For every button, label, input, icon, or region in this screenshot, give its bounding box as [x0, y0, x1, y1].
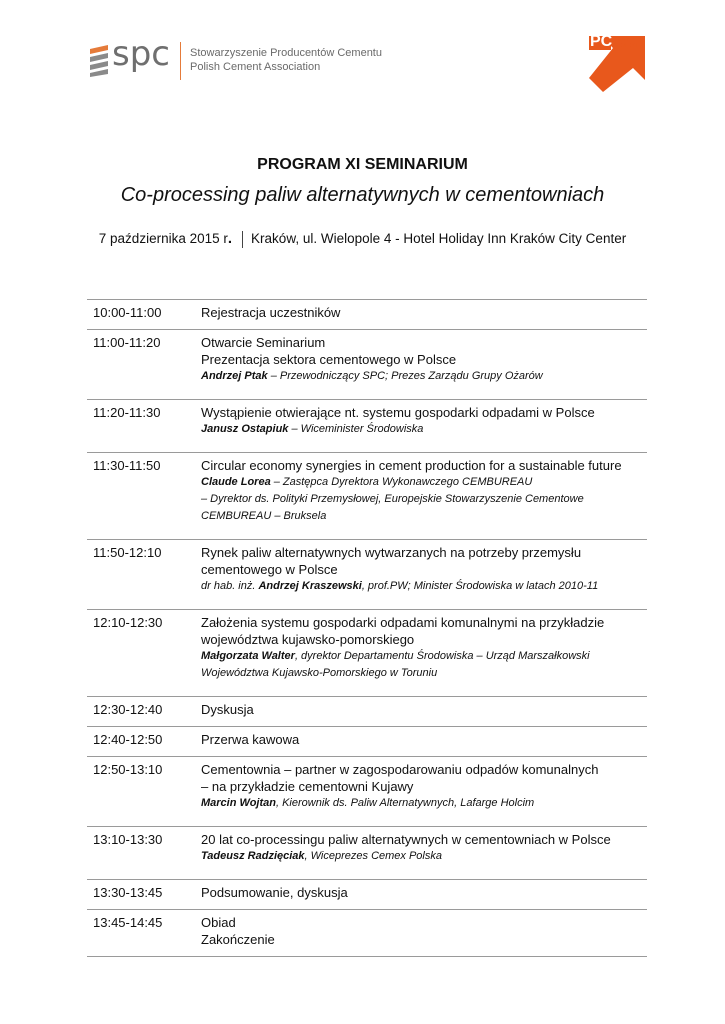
schedule-row [87, 610, 647, 697]
schedule-time: 12:40-12:50 [93, 732, 163, 747]
session-title-line: Wystąpienie otwierające nt. systemu gospodarki odpadami w Polsce [201, 405, 595, 420]
session-title-line: Rejestracja uczestników [201, 305, 341, 320]
date-location-line [0, 230, 725, 248]
association-name [190, 46, 382, 74]
schedule-time: 10:00-11:00 [93, 305, 162, 320]
association-name-pl: Stowarzyszenie Producentów Cementu [190, 47, 382, 59]
association-name-en: Polish Cement Association [190, 61, 321, 73]
spc-stacked-mark-icon [88, 43, 110, 77]
schedule-row [87, 540, 647, 610]
speaker-line: Województwa Kujawsko-Pomorskiego w Toruniu [201, 667, 438, 679]
schedule-row [87, 300, 647, 330]
page-subtitle: Co-processing paliw alternatywnych w cementowniach [120, 184, 605, 206]
speaker-line: Małgorzata Walter, dyrektor Departamentu Środowiska – Urząd Marszałkowski [201, 650, 590, 662]
schedule-content [201, 613, 647, 682]
pc-badge-line1: PEWNY [613, 37, 636, 43]
schedule-content [201, 760, 647, 812]
session-title-line: Cementownia – partner w zagospodarowaniu odpadów komunalnych [201, 762, 599, 777]
schedule-time: 13:45-14:45 [93, 915, 163, 930]
session-title-line: Rynek paliw alternatywnych wytwarzanych na potrzeby przemysłu [201, 545, 582, 560]
schedule-time: 12:10-12:30 [93, 615, 163, 630]
session-title-line: Dyskusja [201, 702, 254, 717]
speaker-line: Tadeusz Radzięciak, Wiceprezes Cemex Polska [201, 850, 442, 862]
speaker-name: Marcin Wojtan [201, 797, 276, 809]
schedule-time: 13:10-13:30 [93, 832, 163, 847]
schedule-row [87, 910, 647, 957]
schedule-time: 11:50-12:10 [93, 545, 162, 560]
speaker-name: Janusz Ostapiuk [201, 423, 289, 435]
speaker-name: Andrzej Ptak [201, 370, 268, 382]
session-title-line: – na przykładzie cementowni Kujawy [201, 779, 414, 794]
schedule-row [87, 453, 647, 540]
speaker-line: Andrzej Ptak – Przewodniczący SPC; Prezes Zarządu Grupy Ożarów [201, 370, 543, 382]
schedule-content [201, 333, 647, 385]
schedule-time: 11:30-11:50 [93, 458, 161, 473]
session-title-line: cementowego w Polsce [201, 562, 338, 577]
session-title-line: 20 lat co-processingu paliw alternatywnych w cementowniach w Polsce [201, 832, 611, 847]
pc-badge-text [613, 37, 638, 49]
logo-divider [180, 42, 181, 80]
schedule-time: 13:30-13:45 [93, 885, 163, 900]
session-title-line: województwa kujawsko-pomorskiego [201, 632, 415, 647]
speaker-name: Andrzej Kraszewski [258, 580, 362, 592]
page-title: PROGRAM XI SEMINARIUM [257, 156, 468, 173]
date-dot: . [227, 230, 233, 247]
session-title-line: Podsumowanie, dyskusja [201, 885, 348, 900]
schedule-table [87, 299, 647, 957]
pc-badge-letters: PC [590, 33, 613, 50]
schedule-content [201, 730, 647, 748]
event-date: 7 października 2015 r [98, 231, 228, 246]
schedule-time: 11:00-11:20 [93, 335, 161, 350]
session-title-line: Prezentacja sektora cementowego w Polsce [201, 352, 457, 367]
schedule-content [201, 830, 647, 865]
session-title-line: Przerwa kawowa [201, 732, 300, 747]
speaker-line: – Dyrektor ds. Polityki Przemysłowej, Europejskie Stowarzyszenie Cementowe [201, 493, 584, 505]
schedule-content [201, 456, 647, 525]
speaker-line: Claude Lorea – Zastępca Dyrektora Wykonawczego CEMBUREAU [201, 476, 533, 488]
schedule-time: 12:30-12:40 [93, 702, 163, 717]
session-title-line: Zakończenie [201, 932, 275, 947]
session-title-line: Circular economy synergies in cement production for a sustainable future [201, 458, 622, 473]
schedule-row [87, 827, 647, 880]
schedule-time: 11:20-11:30 [93, 405, 161, 420]
schedule-row [87, 330, 647, 400]
schedule-content [201, 543, 647, 595]
dateline-separator [242, 231, 243, 248]
schedule-content [201, 913, 647, 948]
schedule-row [87, 400, 647, 453]
schedule-content [201, 303, 647, 321]
session-title-line: Obiad [201, 915, 236, 930]
speaker-line: Marcin Wojtan, Kierownik ds. Paliw Alternatywnych, Lafarge Holcim [201, 797, 535, 809]
schedule-content [201, 403, 647, 438]
speaker-name: Tadeusz Radzięciak [201, 850, 305, 862]
speaker-line: CEMBUREAU – Bruksela [201, 510, 327, 522]
schedule-content [201, 700, 647, 718]
schedule-time: 12:50-13:10 [93, 762, 163, 777]
spc-wordmark: spc [112, 34, 170, 74]
schedule-row [87, 727, 647, 757]
speaker-name: Claude Lorea [201, 476, 271, 488]
schedule-row [87, 880, 647, 910]
session-title-line: Założenia systemu gospodarki odpadami komunalnymi na przykładzie [201, 615, 605, 630]
speaker-line: Janusz Ostapiuk – Wiceminister Środowiska [201, 423, 424, 435]
session-title-line: Otwarcie Seminarium [201, 335, 326, 350]
pc-badge-line2: CEMENT [613, 43, 639, 49]
speaker-line: dr hab. inż. Andrzej Kraszewski, prof.PW; Minister Środowiska w latach 2010-11 [201, 580, 599, 592]
schedule-content [201, 883, 647, 901]
pewny-cement-logo [589, 33, 645, 92]
schedule-row [87, 697, 647, 727]
event-location: Kraków, ul. Wielopole 4 - Hotel Holiday Inn Kraków City Center [251, 231, 627, 246]
schedule-row [87, 757, 647, 827]
speaker-name: Małgorzata Walter [201, 650, 295, 662]
